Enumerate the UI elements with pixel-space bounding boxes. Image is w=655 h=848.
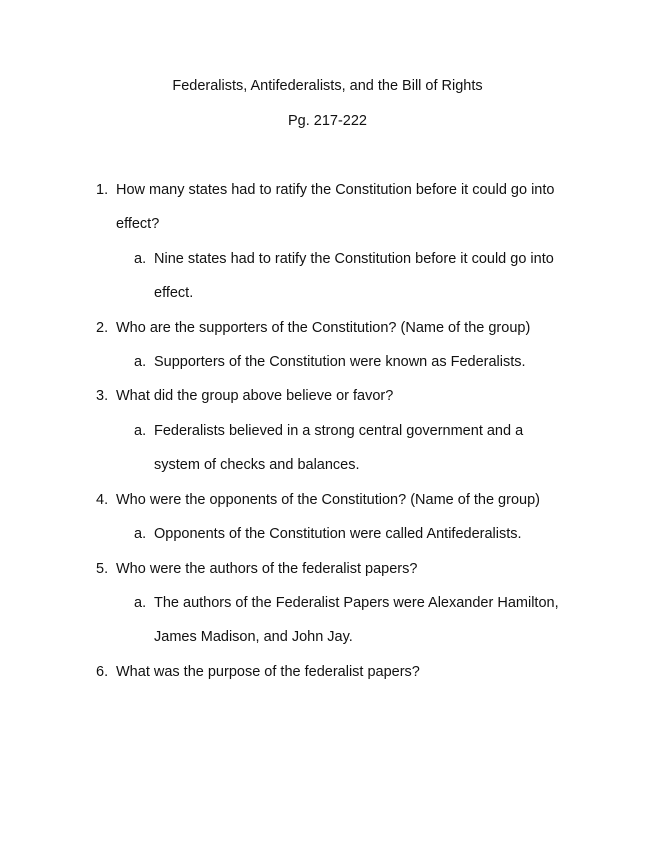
answer-text: Supporters of the Constitution were known as Federalists. [154, 354, 526, 370]
question-number: 1. [96, 182, 109, 198]
answer-text-continued: system of checks and balances. [154, 457, 360, 473]
question-text: Who were the authors of the federalist papers? [116, 561, 418, 577]
question-text: What did the group above believe or favor? [116, 388, 394, 404]
question-number: 5. [96, 561, 109, 577]
page-range: Pg. 217-222 [287, 113, 367, 129]
question-text: Who were the opponents of the Constitution? (Name of the group) [116, 492, 540, 508]
answer-text-continued: effect. [154, 285, 194, 301]
page-title: Federalists, Antifederalists, and the Bill of Rights [172, 78, 483, 94]
question-number: 4. [96, 492, 109, 508]
answer-text: Nine states had to ratify the Constitution before it could go into [154, 251, 554, 267]
answer-letter: a. [134, 423, 147, 439]
answer-letter: a. [134, 354, 147, 370]
answer-letter: a. [134, 526, 147, 542]
answer-letter: a. [134, 595, 147, 611]
answer-text-continued: James Madison, and John Jay. [154, 629, 353, 645]
answer-text: The authors of the Federalist Papers were Alexander Hamilton, [154, 595, 559, 611]
question-number: 2. [96, 320, 109, 336]
question-text: What was the purpose of the federalist papers? [116, 664, 420, 680]
question-number: 6. [96, 664, 109, 680]
question-text: How many states had to ratify the Constitution before it could go into [116, 182, 555, 198]
answer-letter: a. [134, 251, 147, 267]
question-number: 3. [96, 388, 109, 404]
answer-text: Opponents of the Constitution were called Antifederalists. [154, 526, 522, 542]
question-text-continued: effect? [116, 216, 160, 232]
question-text: Who are the supporters of the Constitution? (Name of the group) [116, 320, 531, 336]
answer-text: Federalists believed in a strong central government and a [154, 423, 524, 439]
